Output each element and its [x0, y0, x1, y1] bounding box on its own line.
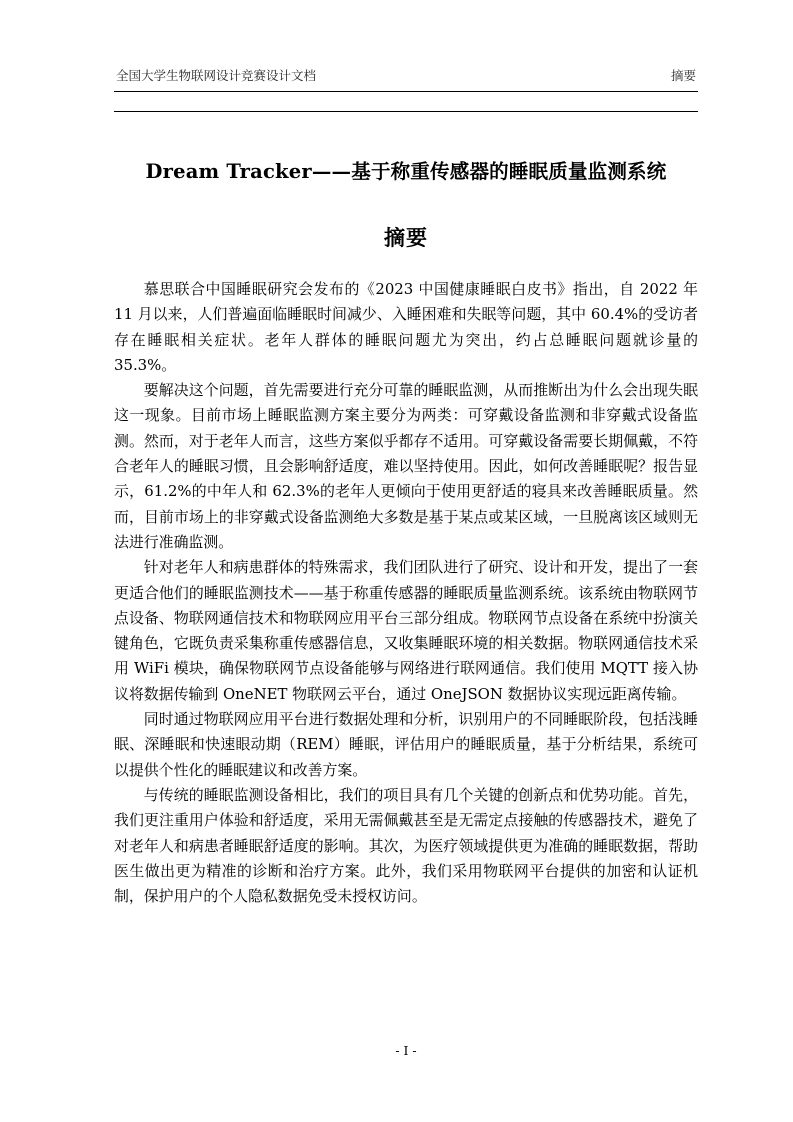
section-title: 摘要: [384, 225, 428, 250]
abstract-paragraph-3: 针对老年人和病患群体的特殊需求，我们团队进行了研究、设计和开发，提出了一套更适合他们的睡眠监测技术——基于称重传感器的睡眠质量监测系统。该系统由物联网节点设备、物联网通信技术和物联网应用平台三部分组成。物联网节点设备在系统中扮演关键角色，它既负责采集称重传感器信息，又收集睡眠环境的相关数据。物联网通信技术采用 WiFi 模块，确保物联网节点设备能够与网络进行联网通信。我们使用 MQTT 接入协议将数据传输到 OneNET 物联网云平台，通过 OneJSON 数据协议实现远距离传输。: [114, 558, 698, 703]
header-section-name: 摘要: [670, 68, 696, 83]
abstract-body: [114, 277, 698, 909]
header-document-name: 全国大学生物联网设计竞赛设计文档: [116, 68, 317, 83]
abstract-paragraph-2: 要解决这个问题，首先需要进行充分可靠的睡眠监测，从而推断出为什么会出现失眠这一现象。目前市场上睡眠监测方案主要分为两类：可穿戴设备监测和非穿戴式设备监测。然而，对于老年人而言，这些方案似乎都存不适用。可穿戴设备需要长期佩戴，不符合老年人的睡眠习惯，且会影响舒适度，难以坚持使用。因此，如何改善睡眠呢？报告显示，61.2%的中年人和 62.3%的老年人更倾向于使用更舒适的寝具来改善睡眠质量。然而，目前市场上的非穿戴式设备监测绝大多数是基于某点或某区域，一旦脱离该区域则无法进行准确监测。: [114, 381, 698, 551]
document-title: Dream Tracker——基于称重传感器的睡眠质量监测系统: [145, 160, 667, 183]
abstract-paragraph-1: 慕思联合中国睡眠研究会发布的《2023 中国健康睡眠白皮书》指出，自 2022 年 11 月以来，人们普遍面临睡眠时间减少、入睡困难和失眠等问题，其中 60.4%的受访者存在睡眠相关症状。老年人群体的睡眠问题尤为突出，约占总睡眠问题就诊量的 35.3%。: [114, 280, 698, 374]
abstract-paragraph-4: 同时通过物联网应用平台进行数据处理和分析，识别用户的不同睡眠阶段，包括浅睡眠、深睡眠和快速眼动期（REM）睡眠，评估用户的睡眠质量，基于分析结果，系统可以提供个性化的睡眠建议和改善方案。: [114, 710, 698, 779]
page-header: [114, 64, 698, 88]
page-number: - I -: [395, 1043, 417, 1058]
header-divider: [114, 91, 698, 92]
header-divider-secondary: [114, 111, 698, 112]
abstract-paragraph-5: 与传统的睡眠监测设备相比，我们的项目具有几个关键的创新点和优势功能。首先，我们更注重用户体验和舒适度，采用无需佩戴甚至是无需定点接触的传感器技术，避免了对老年人和病患者睡眠舒适度的影响。其次，为医疗领域提供更为准确的睡眠数据，帮助医生做出更为精准的诊断和治疗方案。此外，我们采用物联网平台提供的加密和认证机制，保护用户的个人隐私数据免受未授权访问。: [114, 785, 698, 906]
